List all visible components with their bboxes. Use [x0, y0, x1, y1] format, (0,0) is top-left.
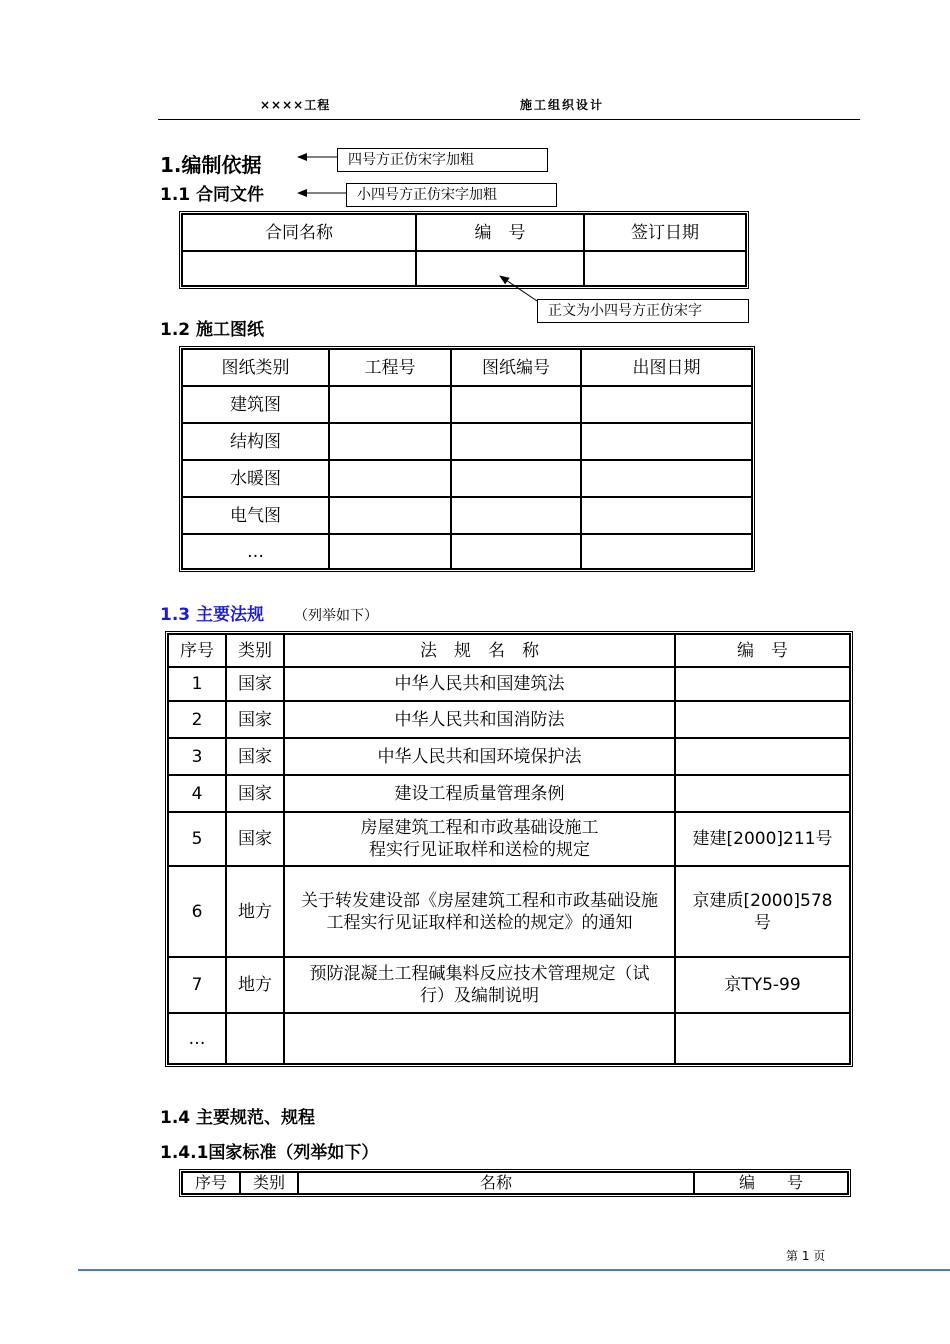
heading-1-4: 1.4 主要规范、规程 [160, 1108, 316, 1128]
page-number: 第 1 页 [786, 1249, 826, 1263]
table-row: 4 国家 建设工程质量管理条例 [168, 775, 850, 812]
footer-rule [78, 1269, 950, 1271]
heading-1-1: 1.1 合同文件 [160, 185, 265, 205]
col-reg-name: 法 规 名 称 [284, 634, 675, 667]
regulations-table [165, 631, 853, 1067]
table-row: 7 地方 预防混凝土工程碱集料反应技术管理规定（试行）及编制说明 京TY5-99 [168, 957, 850, 1013]
col-reg-code: 编 号 [675, 634, 850, 667]
row-label: 电气图 [182, 497, 329, 534]
col-seq: 序号 [168, 634, 226, 667]
col-contract-name: 合同名称 [182, 214, 416, 251]
callout-heading-font: 四号方正仿宋字加粗 [337, 148, 548, 172]
table-row [182, 251, 746, 286]
table-row [182, 423, 752, 460]
row-label: 水暖图 [182, 460, 329, 497]
header-doc-title: 施工组织设计 [520, 98, 605, 112]
table-row: 5 国家 房屋建筑工程和市政基础设施工程实行见证取样和送检的规定 建建[2000]211号 [168, 812, 850, 866]
row-label: 建筑图 [182, 386, 329, 423]
table-row: 2 国家 中华人民共和国消防法 [168, 701, 850, 738]
col-drawing-no: 图纸编号 [451, 349, 581, 386]
heading-1-4-1: 1.4.1国家标准（列举如下） [160, 1143, 379, 1163]
col-project-no: 工程号 [329, 349, 451, 386]
callout-body-font: 正文为小四号方正仿宋字 [537, 299, 749, 323]
col-seq: 序号 [182, 1172, 240, 1194]
drawings-table [179, 346, 755, 572]
col-std-name: 名称 [298, 1172, 694, 1194]
table-row: 1 国家 中华人民共和国建筑法 [168, 667, 850, 701]
table-row: 6 地方 关于转发建设部《房屋建筑工程和市政基础设施工程实行见证取样和送检的规定》的通知 京建质[2000]578号 [168, 866, 850, 957]
table-row: 3 国家 中华人民共和国环境保护法 [168, 738, 850, 775]
row-label: … [182, 534, 329, 569]
heading-1-2: 1.2 施工图纸 [160, 320, 265, 340]
col-category: 类别 [240, 1172, 298, 1194]
col-sign-date: 签订日期 [584, 214, 746, 251]
heading-1-3 [160, 600, 378, 625]
col-category: 类别 [226, 634, 284, 667]
table-row [182, 534, 752, 569]
row-label: 结构图 [182, 423, 329, 460]
col-drawing-type: 图纸类别 [182, 349, 329, 386]
table-row [182, 497, 752, 534]
heading-1-3-note: （列举如下） [294, 608, 379, 624]
heading-1: 1.编制依据 [160, 153, 262, 177]
contract-table [179, 211, 749, 289]
heading-1-3-title: 1.3 主要法规 [160, 605, 265, 625]
callout-subheading-font: 小四号方正仿宋字加粗 [346, 183, 557, 207]
col-number: 编 号 [416, 214, 584, 251]
table-row [182, 460, 752, 497]
col-issue-date: 出图日期 [581, 349, 752, 386]
table-row [182, 386, 752, 423]
col-std-code: 编 号 [694, 1172, 848, 1194]
national-standards-table [179, 1169, 851, 1197]
header-project: ××××工程 [260, 98, 331, 112]
table-row: … [168, 1013, 850, 1064]
